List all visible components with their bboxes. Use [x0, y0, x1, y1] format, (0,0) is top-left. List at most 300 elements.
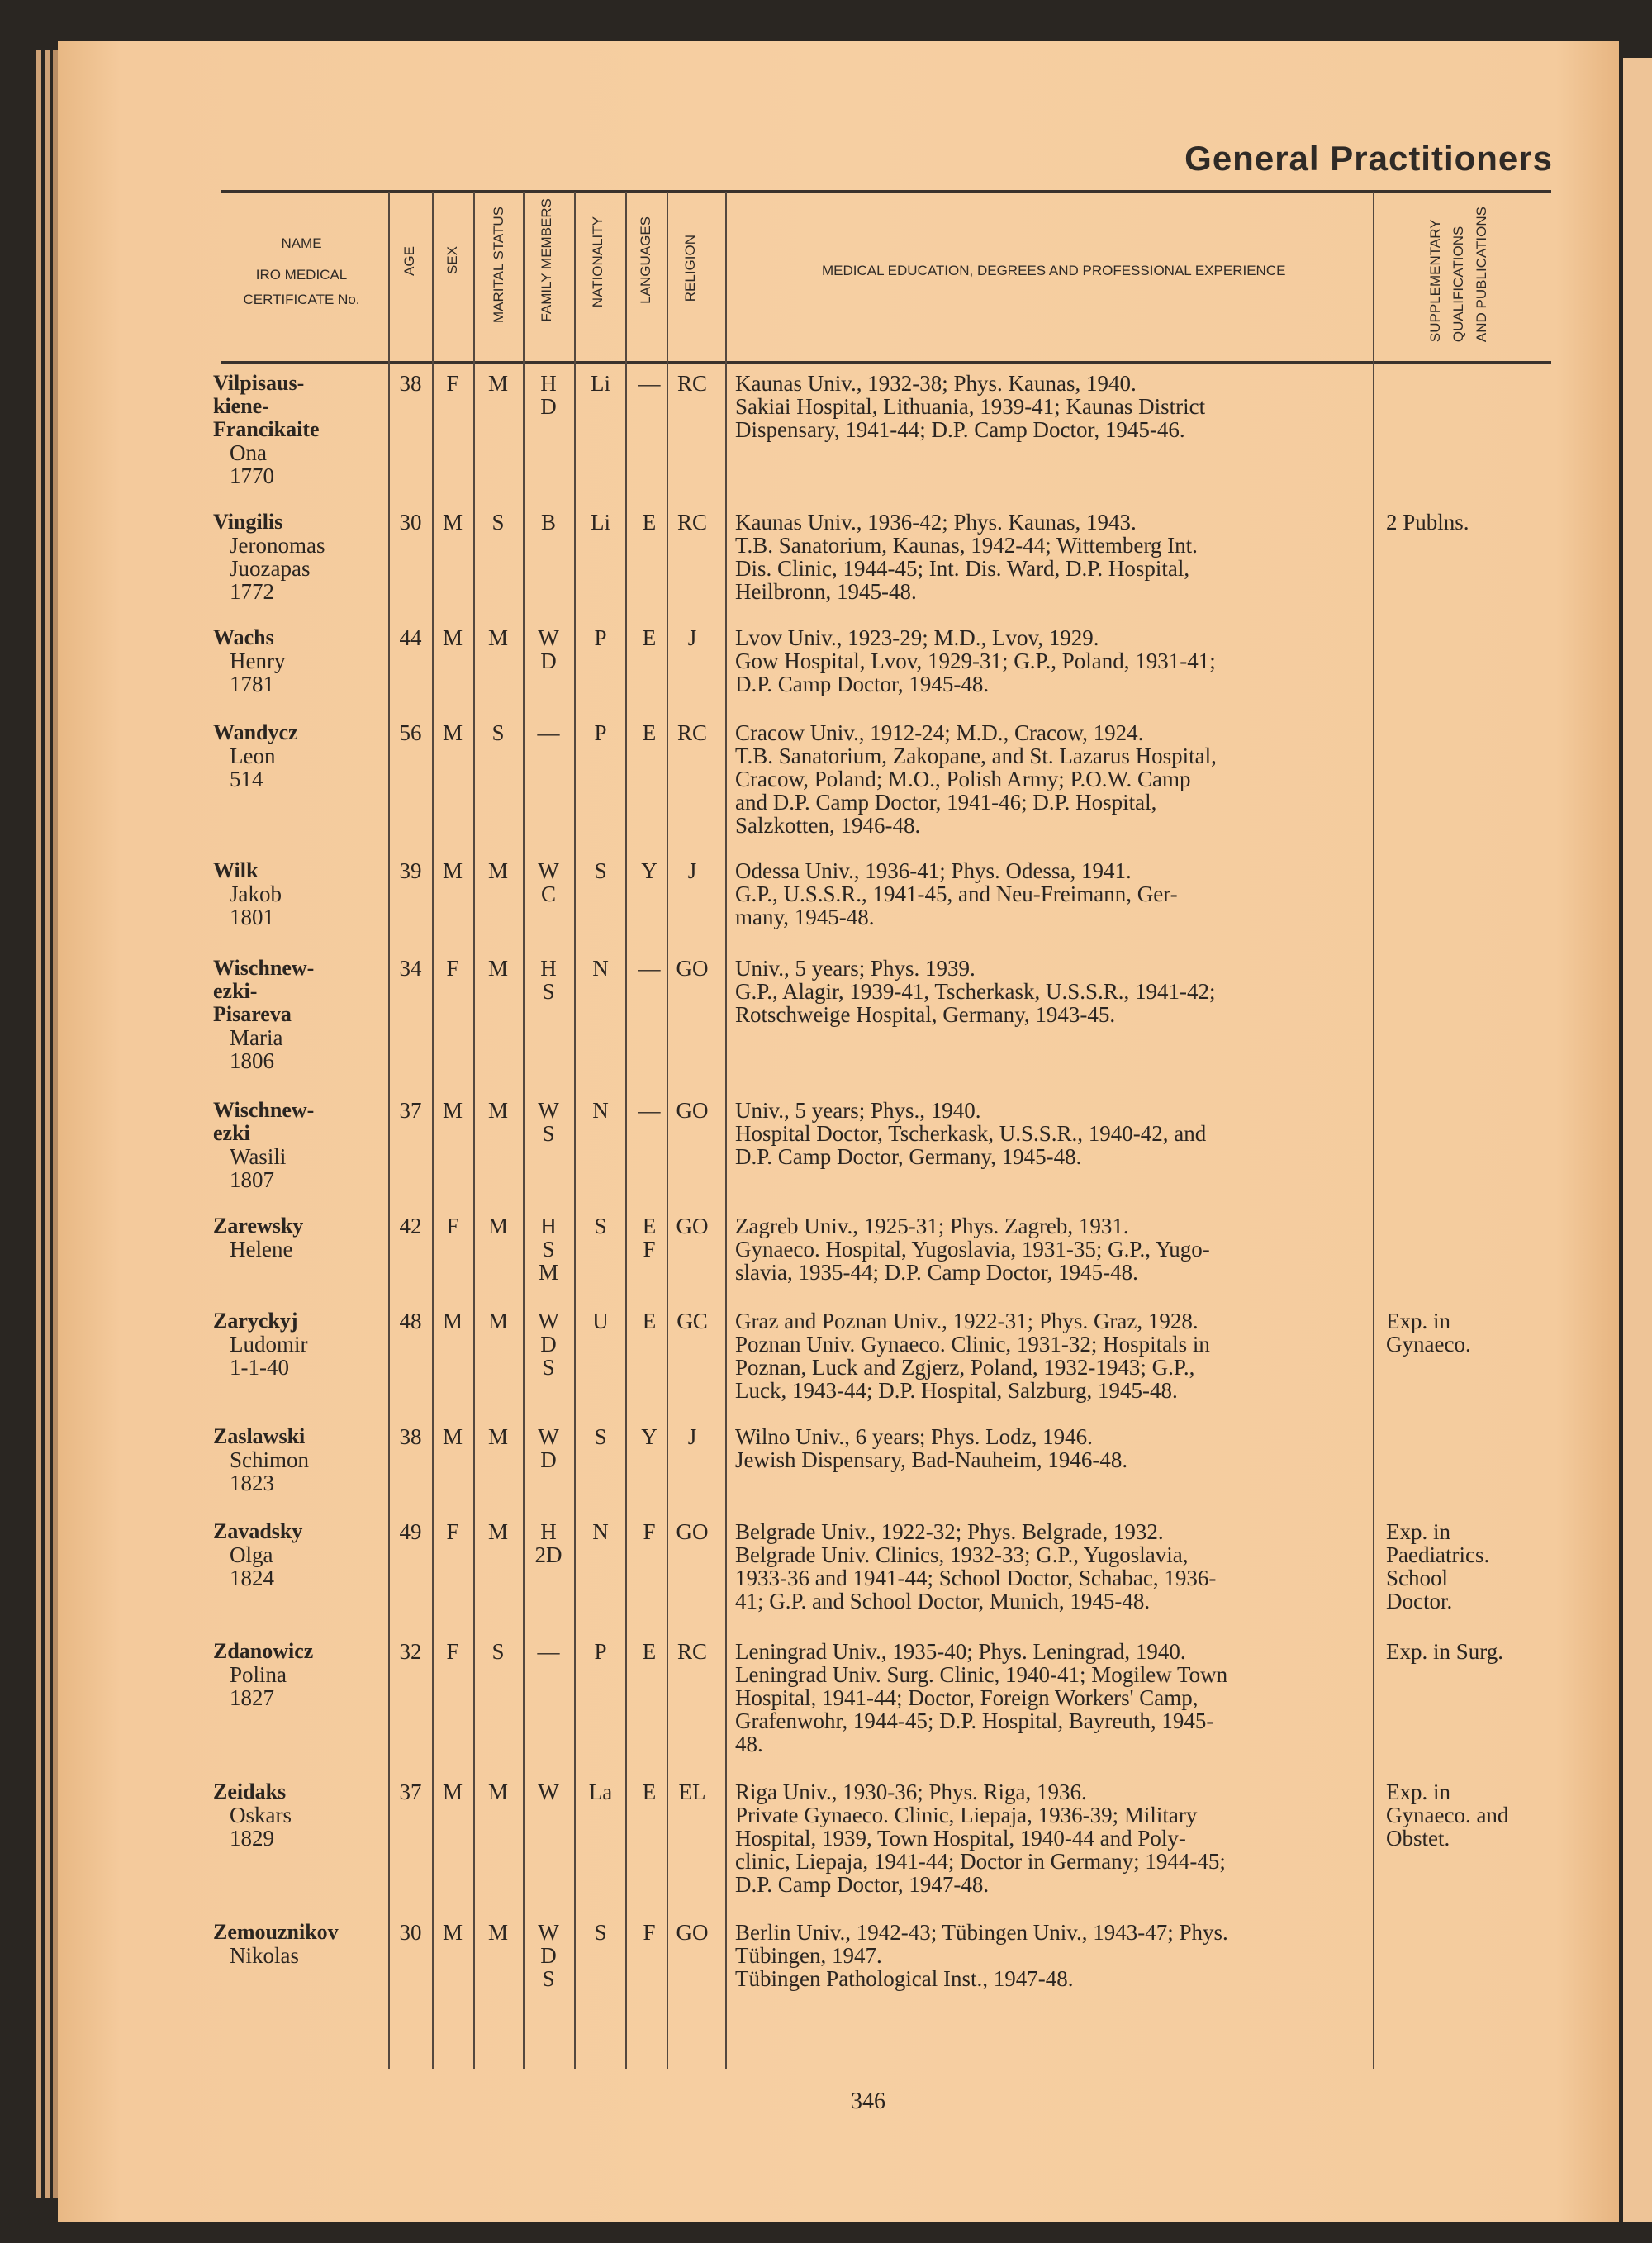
- languages-cell: [624, 511, 674, 534]
- language-code: —: [638, 956, 661, 981]
- languages-cell: [624, 957, 674, 980]
- education-line: Tübingen Pathological Inst., 1947-48.: [735, 1966, 1074, 1991]
- family-code: H: [540, 1519, 557, 1544]
- education-line: 41; G.P. and School Doctor, Munich, 1945-48.: [735, 1589, 1151, 1613]
- education-line: Heilbronn, 1945-48.: [735, 579, 917, 604]
- col-header-languages: LANGUAGES: [638, 216, 653, 304]
- family-code: W: [538, 1424, 559, 1449]
- education-line: Berlin Univ., 1942-43; Tübingen Univ., 1943-47; Phys.: [735, 1920, 1228, 1945]
- age-cell: 56: [399, 720, 422, 745]
- education-line: Kaunas Univ., 1936-42; Phys. Kaunas, 1943.: [735, 510, 1137, 535]
- education-line: Univ., 5 years; Phys. 1939.: [735, 956, 976, 981]
- family-cell: [524, 1425, 573, 1471]
- education-line: Poznan, Luck and Zgjerz, Poland, 1932-1943; G.P.,: [735, 1355, 1195, 1380]
- education-line: Cracow Univ., 1912-24; M.D., Cracow, 1924.: [735, 720, 1144, 745]
- family-cell: [524, 1099, 573, 1145]
- education-line: Univ., 5 years; Phys., 1940.: [735, 1098, 981, 1123]
- religion-cell: GO: [676, 1098, 709, 1123]
- family-cell: [524, 1214, 573, 1284]
- col-header-supp-line: SUPPLEMENTARY: [1427, 219, 1443, 343]
- nationality-cell: N: [592, 956, 609, 981]
- education-cell: [735, 1780, 1371, 1896]
- name-cell: [213, 721, 378, 791]
- sex-cell: M: [442, 510, 463, 535]
- education-line: D.P. Camp Doctor, Germany, 1945-48.: [735, 1144, 1082, 1169]
- sex-cell: M: [442, 1309, 463, 1333]
- education-line: Wilno Univ., 6 years; Phys. Lodz, 1946.: [735, 1424, 1093, 1449]
- certificate-number: 514: [230, 767, 263, 791]
- given-name: Olga: [230, 1542, 273, 1567]
- marital-cell: M: [487, 1309, 508, 1333]
- given-name: Maria: [230, 1025, 283, 1050]
- page-edge: [53, 50, 58, 2198]
- education-line: Kaunas Univ., 1932-38; Phys. Kaunas, 1940.: [735, 371, 1137, 396]
- name-cell: [213, 1425, 378, 1495]
- languages-cell: [624, 372, 674, 395]
- nationality-cell: S: [594, 858, 607, 883]
- surname: ezki: [213, 1121, 250, 1145]
- surname: Zaslawski: [213, 1424, 306, 1448]
- education-cell: [735, 1921, 1371, 1990]
- given-name: Jeronomas: [230, 533, 325, 558]
- education-line: G.P., U.S.S.R., 1941-45, and Neu-Freimann, Ger-: [735, 882, 1178, 906]
- nationality-cell: N: [592, 1098, 609, 1123]
- family-cell: [524, 1780, 573, 1803]
- marital-cell: M: [487, 1424, 508, 1449]
- education-line: slavia, 1935-44; D.P. Camp Doctor, 1945-48.: [735, 1260, 1138, 1285]
- supplementary-line: Gynaeco.: [1386, 1332, 1471, 1357]
- surname: Wachs: [213, 625, 274, 649]
- religion-cell: GO: [676, 1920, 709, 1945]
- marital-cell: M: [487, 1780, 508, 1804]
- name-cell: [213, 511, 378, 603]
- col-header-education: MEDICAL EDUCATION, DEGREES AND PROFESSIONAL EXPERIENCE: [822, 263, 1286, 278]
- nationality-cell: P: [594, 720, 607, 745]
- language-code: E: [642, 1639, 657, 1664]
- certificate-number: 1807: [230, 1167, 274, 1192]
- supplementary-cell: [1386, 1780, 1559, 1850]
- certificate-number: 1-1-40: [230, 1355, 289, 1380]
- family-code: W: [538, 858, 559, 883]
- supplementary-cell: [1386, 1520, 1559, 1613]
- certificate-number: 1772: [230, 579, 274, 604]
- education-line: Cracow, Poland; M.O., Polish Army; P.O.W. Camp: [735, 767, 1191, 791]
- education-cell: [735, 859, 1371, 929]
- nationality-cell: Li: [591, 510, 610, 535]
- sex-cell: F: [446, 1519, 459, 1544]
- education-cell: [735, 721, 1371, 837]
- nationality-cell: S: [594, 1214, 607, 1238]
- family-code: S: [542, 1237, 555, 1262]
- family-code: C: [540, 882, 556, 906]
- education-cell: [735, 372, 1371, 441]
- sex-cell: M: [442, 858, 463, 883]
- education-line: Poznan Univ. Gynaeco. Clinic, 1931-32; Hospitals in: [735, 1332, 1210, 1357]
- age-cell: 49: [399, 1519, 422, 1544]
- certificate-number: 1806: [230, 1048, 274, 1073]
- given-name: Polina: [230, 1662, 287, 1687]
- col-header-name-line: NAME: [281, 235, 322, 251]
- religion-cell: EL: [678, 1780, 706, 1804]
- education-line: G.P., Alagir, 1939-41, Tscherkask, U.S.S.R., 1941-42;: [735, 979, 1216, 1004]
- education-cell: [735, 957, 1371, 1026]
- sex-cell: M: [442, 1780, 463, 1804]
- education-line: D.P. Camp Doctor, 1945-48.: [735, 672, 990, 696]
- education-line: Rotschweige Hospital, Germany, 1943-45.: [735, 1002, 1116, 1027]
- education-line: Hospital, 1941-44; Doctor, Foreign Workers' Camp,: [735, 1685, 1199, 1710]
- name-cell: [213, 1214, 378, 1261]
- education-line: Gynaeco. Hospital, Yugoslavia, 1931-35; G.P., Yugo-: [735, 1237, 1210, 1262]
- nationality-cell: Li: [591, 371, 610, 396]
- religion-cell: GO: [676, 956, 709, 981]
- education-cell: [735, 1520, 1371, 1613]
- surname: Vingilis: [213, 510, 283, 534]
- language-code: E: [642, 510, 657, 535]
- family-code: S: [542, 1355, 555, 1380]
- marital-cell: M: [487, 371, 508, 396]
- language-code: E: [642, 1780, 657, 1804]
- family-code: W: [538, 1309, 559, 1333]
- education-line: Graz and Poznan Univ., 1922-31; Phys. Graz, 1928.: [735, 1309, 1199, 1333]
- page-title: General Practitioners: [1184, 139, 1553, 178]
- education-line: Gow Hospital, Lvov, 1929-31; G.P., Poland, 1931-41;: [735, 649, 1216, 673]
- family-code: D: [540, 1447, 557, 1472]
- sex-cell: M: [442, 720, 463, 745]
- religion-cell: J: [687, 625, 697, 650]
- col-header-age: AGE: [401, 246, 417, 276]
- page-edge: [45, 50, 50, 2198]
- education-line: Zagreb Univ., 1925-31; Phys. Zagreb, 1931.: [735, 1214, 1129, 1238]
- family-cell: [524, 1921, 573, 1990]
- languages-cell: [624, 1640, 674, 1663]
- age-cell: 37: [399, 1780, 422, 1804]
- supplementary-line: Exp. in: [1386, 1519, 1450, 1544]
- col-header-religion: RELIGION: [682, 235, 698, 302]
- surname: Pisareva: [213, 1002, 292, 1026]
- family-code: S: [542, 979, 555, 1004]
- given-name: Ludomir: [230, 1332, 308, 1357]
- marital-cell: M: [487, 1098, 508, 1123]
- languages-cell: [624, 1921, 674, 1944]
- education-cell: [735, 511, 1371, 603]
- col-header-family: FAMILY MEMBERS: [539, 198, 554, 322]
- name-cell: [213, 859, 378, 929]
- language-code: F: [643, 1519, 656, 1544]
- education-cell: [735, 626, 1371, 696]
- language-code: E: [642, 720, 657, 745]
- family-code: D: [540, 394, 557, 419]
- family-cell: [524, 372, 573, 418]
- education-line: and D.P. Camp Doctor, 1941-46; D.P. Hospital,: [735, 790, 1157, 815]
- surname: Wandycz: [213, 720, 298, 744]
- surname: Vilpisaus-: [213, 371, 305, 395]
- family-code: B: [540, 510, 556, 535]
- age-cell: 32: [399, 1639, 422, 1664]
- certificate-number: 1824: [230, 1566, 274, 1590]
- languages-cell: [624, 1780, 674, 1803]
- education-line: Belgrade Univ. Clinics, 1932-33; G.P., Yugoslavia,: [735, 1542, 1189, 1567]
- marital-cell: M: [487, 858, 508, 883]
- surname: Zeidaks: [213, 1780, 287, 1803]
- education-line: Sakiai Hospital, Lithuania, 1939-41; Kaunas District: [735, 394, 1206, 419]
- religion-cell: RC: [676, 720, 708, 745]
- family-code: M: [538, 1260, 558, 1285]
- education-line: Hospital Doctor, Tscherkask, U.S.S.R., 1940-42, and: [735, 1121, 1207, 1146]
- education-cell: [735, 1309, 1371, 1402]
- family-cell: [524, 859, 573, 905]
- given-name: Juozapas: [230, 556, 311, 581]
- age-cell: 42: [399, 1214, 422, 1238]
- supplementary-cell: [1386, 1640, 1559, 1663]
- education-line: T.B. Sanatorium, Zakopane, and St. Lazarus Hospital,: [735, 744, 1217, 768]
- language-code: E: [642, 1214, 657, 1238]
- supplementary-line: School: [1386, 1566, 1449, 1590]
- languages-cell: [624, 1099, 674, 1122]
- col-header-supp-line: AND PUBLICATIONS: [1474, 207, 1489, 343]
- education-line: Dis. Clinic, 1944-45; Int. Dis. Ward, D.P. Hospital,: [735, 556, 1190, 581]
- family-code: D: [540, 649, 557, 673]
- supplementary-line: Paediatrics.: [1386, 1542, 1490, 1567]
- name-cell: [213, 1921, 378, 1967]
- education-line: Leningrad Univ. Surg. Clinic, 1940-41; Mogilew Town: [735, 1662, 1228, 1687]
- marital-cell: M: [487, 1519, 508, 1544]
- given-name: Oskars: [230, 1803, 292, 1827]
- languages-cell: [624, 1214, 674, 1261]
- family-cell: [524, 1309, 573, 1379]
- religion-cell: GO: [676, 1214, 709, 1238]
- age-cell: 38: [399, 1424, 422, 1449]
- surname: Zarewsky: [213, 1214, 304, 1238]
- education-cell: [735, 1640, 1371, 1756]
- nationality-cell: P: [594, 625, 607, 650]
- sex-cell: M: [442, 1920, 463, 1945]
- given-name: Nikolas: [230, 1943, 299, 1968]
- given-name: Henry: [230, 649, 286, 673]
- family-code: D: [540, 1943, 557, 1968]
- family-cell: [524, 1640, 573, 1663]
- age-cell: 30: [399, 510, 422, 535]
- language-code: Y: [641, 1424, 657, 1449]
- supplementary-line: Gynaeco. and: [1386, 1803, 1509, 1827]
- education-line: clinic, Liepaja, 1941-44; Doctor in Germany; 1944-45;: [735, 1849, 1226, 1874]
- given-name: Ona: [230, 440, 267, 465]
- supplementary-line: Exp. in: [1386, 1780, 1450, 1804]
- education-line: Odessa Univ., 1936-41; Phys. Odessa, 1941.: [735, 858, 1132, 883]
- surname: Zemouznikov: [213, 1920, 339, 1944]
- sex-cell: M: [442, 1098, 463, 1123]
- supplementary-line: Doctor.: [1386, 1589, 1453, 1613]
- languages-cell: [624, 1425, 674, 1448]
- languages-cell: [624, 1309, 674, 1333]
- sex-cell: F: [446, 371, 459, 396]
- col-header-name-line: IRO MEDICAL: [255, 267, 348, 283]
- given-name: Schimon: [230, 1447, 310, 1472]
- family-code: W: [538, 1098, 559, 1123]
- facing-page-edge: [1623, 58, 1652, 2222]
- family-code: W: [538, 1780, 559, 1804]
- education-line: Private Gynaeco. Clinic, Liepaja, 1936-39; Military: [735, 1803, 1198, 1827]
- family-code: D: [540, 1332, 557, 1357]
- education-line: many, 1945-48.: [735, 905, 875, 929]
- family-cell: [524, 721, 573, 744]
- top-rule: [221, 190, 1551, 193]
- family-code: W: [538, 625, 559, 650]
- marital-cell: M: [487, 956, 508, 981]
- family-code: H: [540, 371, 557, 396]
- supplementary-line: 2 Publns.: [1386, 510, 1469, 535]
- surname: Zdanowicz: [213, 1639, 314, 1663]
- education-line: Leningrad Univ., 1935-40; Phys. Leningrad, 1940.: [735, 1639, 1186, 1664]
- education-line: 1933-36 and 1941-44; School Doctor, Schabac, 1936-: [735, 1566, 1217, 1590]
- nationality-cell: N: [592, 1519, 609, 1544]
- languages-cell: [624, 721, 674, 744]
- language-code: —: [638, 1098, 661, 1123]
- certificate-number: 1801: [230, 905, 274, 929]
- languages-cell: [624, 626, 674, 649]
- name-cell: [213, 1309, 378, 1379]
- education-line: Jewish Dispensary, Bad-Nauheim, 1946-48.: [735, 1447, 1128, 1472]
- column-rule: [725, 192, 727, 2069]
- family-cell: [524, 511, 573, 534]
- nationality-cell: S: [594, 1920, 607, 1945]
- language-code: F: [643, 1920, 656, 1945]
- supplementary-cell: [1386, 1309, 1559, 1356]
- age-cell: 48: [399, 1309, 422, 1333]
- name-cell: [213, 1780, 378, 1850]
- education-line: Lvov Univ., 1923-29; M.D., Lvov, 1929.: [735, 625, 1099, 650]
- religion-cell: RC: [676, 371, 708, 396]
- language-code: F: [643, 1237, 656, 1262]
- surname: Wischnew-: [213, 956, 315, 980]
- religion-cell: RC: [676, 510, 708, 535]
- header-rule: [221, 361, 1551, 364]
- given-name: Wasili: [230, 1144, 287, 1169]
- supplementary-line: Exp. in Surg.: [1386, 1639, 1504, 1664]
- col-header-name: [240, 225, 363, 312]
- family-code: S: [542, 1121, 555, 1146]
- name-cell: [213, 1099, 378, 1191]
- page-edge: [36, 50, 41, 2198]
- col-header-marital: MARITAL STATUS: [491, 207, 506, 324]
- sex-cell: F: [446, 956, 459, 981]
- marital-cell: M: [487, 1214, 508, 1238]
- nationality-cell: P: [594, 1639, 607, 1664]
- family-code: S: [542, 1966, 555, 1991]
- col-header-nationality: NATIONALITY: [590, 216, 605, 308]
- languages-cell: [624, 1520, 674, 1543]
- education-line: Hospital, 1939, Town Hospital, 1940-44 and Poly-: [735, 1826, 1186, 1851]
- sex-cell: M: [442, 1424, 463, 1449]
- age-cell: 44: [399, 625, 422, 650]
- column-rule: [1373, 192, 1374, 2069]
- education-line: D.P. Camp Doctor, 1947-48.: [735, 1872, 990, 1897]
- nationality-cell: La: [588, 1780, 613, 1804]
- marital-cell: S: [491, 1639, 505, 1664]
- marital-cell: S: [491, 510, 505, 535]
- age-cell: 34: [399, 956, 422, 981]
- sex-cell: M: [442, 625, 463, 650]
- given-name: Jakob: [230, 882, 282, 906]
- given-name: Helene: [230, 1237, 293, 1262]
- education-line: T.B. Sanatorium, Kaunas, 1942-44; Wittemberg Int.: [735, 533, 1198, 558]
- language-code: E: [642, 1309, 657, 1333]
- family-cell: [524, 957, 573, 1003]
- certificate-number: 1823: [230, 1471, 274, 1495]
- religion-cell: J: [687, 1424, 697, 1449]
- sex-cell: F: [446, 1639, 459, 1664]
- religion-cell: GC: [676, 1309, 708, 1333]
- certificate-number: 1829: [230, 1826, 274, 1851]
- nationality-cell: U: [592, 1309, 609, 1333]
- col-header-sex: SEX: [444, 246, 460, 275]
- supplementary-line: Obstet.: [1386, 1826, 1450, 1851]
- age-cell: 38: [399, 371, 422, 396]
- name-cell: [213, 626, 378, 696]
- nationality-cell: S: [594, 1424, 607, 1449]
- surname: Wischnew-: [213, 1098, 315, 1122]
- education-cell: [735, 1425, 1371, 1471]
- certificate-number: 1827: [230, 1685, 274, 1710]
- education-line: Salzkotten, 1946-48.: [735, 813, 921, 838]
- col-header-supp-line: QUALIFICATIONS: [1450, 226, 1466, 343]
- certificate-number: 1770: [230, 463, 274, 488]
- col-header-name-line: CERTIFICATE No.: [243, 292, 360, 307]
- education-cell: [735, 1214, 1371, 1284]
- language-code: Y: [641, 858, 657, 883]
- education-line: 48.: [735, 1732, 763, 1756]
- surname: kiene-: [213, 394, 269, 418]
- supplementary-line: Exp. in: [1386, 1309, 1450, 1333]
- education-line: Grafenwohr, 1944-45; D.P. Hospital, Bayreuth, 1945-: [735, 1708, 1214, 1733]
- supplementary-cell: [1386, 511, 1559, 534]
- language-code: —: [638, 371, 661, 396]
- name-cell: [213, 372, 378, 487]
- education-line: Tübingen, 1947.: [735, 1943, 882, 1968]
- surname: Zavadsky: [213, 1519, 303, 1543]
- languages-cell: [624, 859, 674, 882]
- marital-cell: S: [491, 720, 505, 745]
- education-line: Belgrade Univ., 1922-32; Phys. Belgrade, 1932.: [735, 1519, 1164, 1544]
- family-cell: [524, 626, 573, 672]
- religion-cell: GO: [676, 1519, 709, 1544]
- given-name: Leon: [230, 744, 276, 768]
- family-code: H: [540, 956, 557, 981]
- surname: ezki-: [213, 979, 258, 1003]
- education-cell: [735, 1099, 1371, 1168]
- name-cell: [213, 957, 378, 1072]
- surname: Francikaite: [213, 417, 320, 441]
- family-code: —: [537, 1639, 560, 1664]
- family-code: W: [538, 1920, 559, 1945]
- marital-cell: M: [487, 625, 508, 650]
- religion-cell: RC: [676, 1639, 708, 1664]
- sex-cell: F: [446, 1214, 459, 1238]
- family-code: 2D: [534, 1542, 563, 1567]
- family-code: H: [540, 1214, 557, 1238]
- age-cell: 37: [399, 1098, 422, 1123]
- education-line: Luck, 1943-44; D.P. Hospital, Salzburg, 1945-48.: [735, 1378, 1178, 1403]
- surname: Wilk: [213, 858, 259, 882]
- name-cell: [213, 1520, 378, 1590]
- education-line: Dispensary, 1941-44; D.P. Camp Doctor, 1945-46.: [735, 417, 1185, 442]
- family-cell: [524, 1520, 573, 1566]
- religion-cell: J: [687, 858, 697, 883]
- education-line: Riga Univ., 1930-36; Phys. Riga, 1936.: [735, 1780, 1087, 1804]
- language-code: E: [642, 625, 657, 650]
- certificate-number: 1781: [230, 672, 274, 696]
- marital-cell: M: [487, 1920, 508, 1945]
- surname: Zaryckyj: [213, 1309, 298, 1333]
